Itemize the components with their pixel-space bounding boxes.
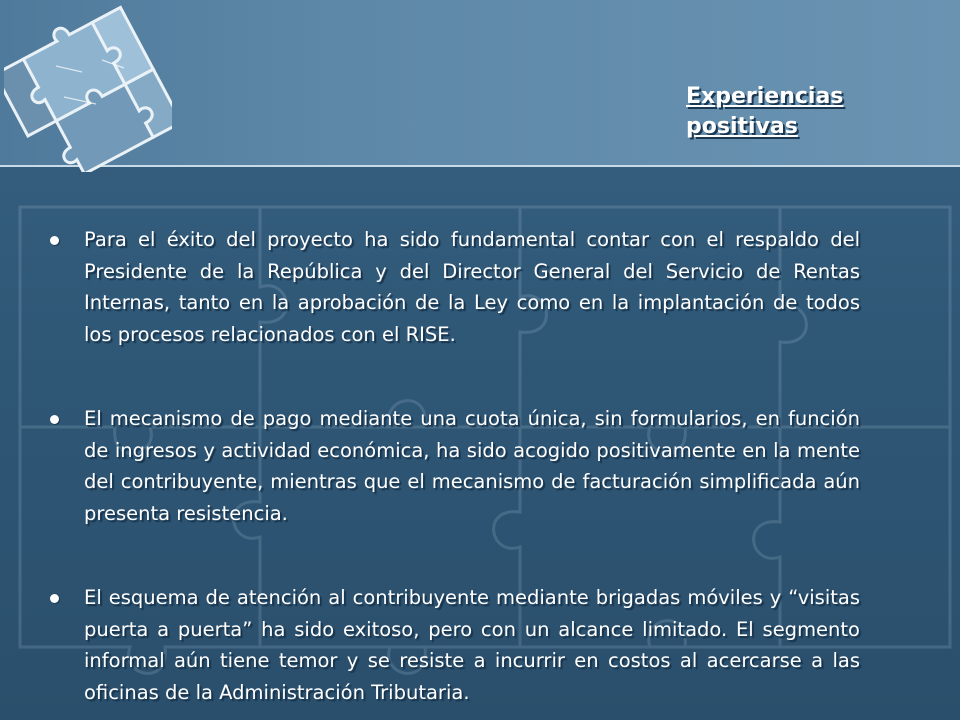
bullet-dot-icon [50,236,59,245]
bullet-item [46,403,860,529]
bullet-list [46,224,860,720]
bullet-item [46,582,860,708]
slide-title: Experiencias positivas [686,84,844,139]
bullet-text: Para el éxito del proyecto ha sido fundamental contar con el respaldo del Presidente de la República y del Director General del Servicio de Rentas Internas, tanto en la aprobación de la Ley como en la implantación de todos los procesos relacionados con el RISE. [84,228,860,346]
bullet-text: El esquema de atención al contribuyente mediante brigadas móviles y “visitas puerta a puerta” ha sido exitoso, pero con un alcance limitado. El segmento informal aún tiene temor y se resiste a incurrir en costos al acercarse a las oficinas de la Administración Tributaria. [84,586,860,704]
bullet-item [46,224,860,350]
bullet-text: El mecanismo de pago mediante una cuota única, sin formularios, en función de ingresos y actividad económica, ha sido acogido positivamente en la mente del contribuyente, mientras que el mecanismo de facturación simplificada aún presenta resistencia. [84,407,860,525]
bullet-dot-icon [50,415,59,424]
bullet-dot-icon [50,594,59,603]
puzzle-pieces-icon [4,2,172,172]
